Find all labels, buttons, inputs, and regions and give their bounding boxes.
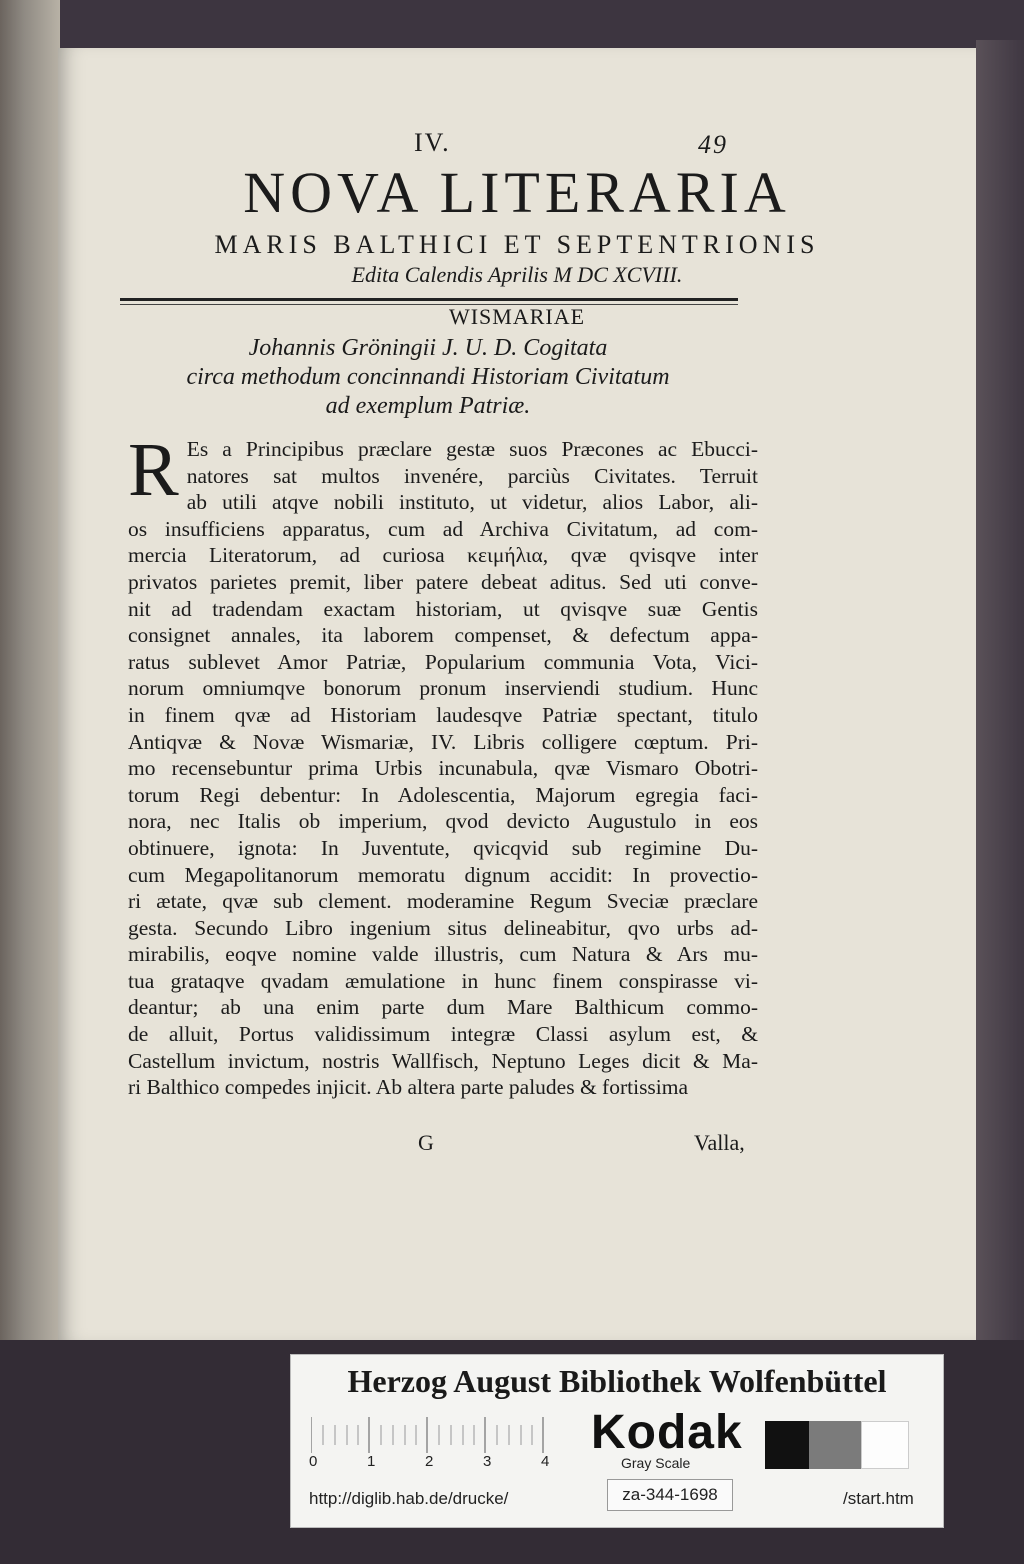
body-line: nora, nec Italis ob imperium, qvod devicto Augustulo in eos bbox=[128, 809, 758, 834]
book-page bbox=[58, 48, 976, 1340]
page-header bbox=[58, 128, 976, 288]
library-url: http://diglib.hab.de/drucke/ bbox=[309, 1489, 509, 1508]
gray-swatch-white bbox=[861, 1421, 909, 1469]
body-line: tua grataqve qvadam æmulatione in hunc finem conspirasse vi- bbox=[128, 968, 758, 993]
body-line: Es a Principibus præclare gestæ suos Præcones ac Ebucci- bbox=[186, 437, 758, 461]
signature-mark: G bbox=[418, 1130, 434, 1155]
body-line: Castellum invictum, nostris Wallfisch, Neptuno Leges dicit & Ma- bbox=[128, 1048, 758, 1073]
article-title-line: Johannis Gröningii J. U. D. Cogitata bbox=[248, 335, 608, 361]
body-line: consignet annales, ita laborem compenset, & defectum appa- bbox=[128, 623, 758, 648]
drop-cap: R bbox=[128, 428, 179, 512]
body-line: ri ætate, qvæ sub clement. moderamine Regum Sveciæ præclare bbox=[128, 889, 758, 914]
place-name: WISMARIAE bbox=[448, 304, 586, 329]
ruler-label: 4 bbox=[541, 1453, 550, 1470]
body-line: ri Balthico compedes injicit. Ab altera parte paludes & fortissima bbox=[128, 1075, 689, 1100]
page-number: 49 bbox=[698, 130, 728, 159]
body-line: natores sat multos invenére, parciùs Civitates. Terruit bbox=[186, 463, 758, 488]
body-line: obtinuere, ignota: In Juventute, qvicqvid sub regimine Du- bbox=[128, 835, 758, 860]
article-title-line: circa methodum concinnandi Historiam Civitatum bbox=[186, 364, 670, 390]
body-line: cum Megapolitanorum memoratu dignum accidit: In provectio- bbox=[128, 862, 758, 887]
gray-swatch-mid bbox=[809, 1421, 861, 1469]
library-name: Herzog August Bibliothek Wolfenbüttel bbox=[347, 1363, 887, 1399]
body-line: nit ad tradendam exactam historiam, ut qvisqve suæ Gentis bbox=[128, 596, 758, 621]
body-line: de alluit, Portus validissimum integræ Classi asylum est, & bbox=[128, 1022, 758, 1047]
body-line: os insufficiens apparatus, cum ad Archiva Civitatum, ad com- bbox=[128, 516, 758, 541]
body-line: Antiqvæ & Novæ Wismariæ, IV. Libris colligere cœptum. Pri- bbox=[128, 729, 758, 754]
page-subtitle: MARIS BALTHICI ET SEPTENTRIONIS bbox=[214, 230, 820, 259]
article-title bbox=[148, 334, 708, 421]
body-line: norum omniumqve bonorum pronum inserviendi studium. Hunc bbox=[128, 676, 758, 701]
body-line: mercia Literatorum, ad curiosa κειμήλια, qvæ qvisqve inter bbox=[128, 543, 758, 568]
body-line: ab utili atqve nobili instituto, ut videtur, alios Labor, ali- bbox=[186, 490, 758, 515]
gray-swatch-black bbox=[765, 1421, 809, 1469]
catchword: Valla, bbox=[694, 1130, 745, 1155]
library-card bbox=[290, 1354, 944, 1528]
kodak-logo: Kodak bbox=[591, 1406, 743, 1459]
section-numeral: IV. bbox=[414, 128, 451, 157]
title-rule bbox=[120, 298, 738, 301]
ruler-scale bbox=[311, 1415, 571, 1455]
ruler-label: 2 bbox=[425, 1453, 434, 1470]
edition-line: Edita Calendis Aprilis M DC XCVIII. bbox=[351, 262, 683, 287]
ruler-label: 3 bbox=[483, 1453, 492, 1470]
book-left-edge bbox=[0, 0, 60, 1340]
body-line: privatos parietes premit, liber patere debeat aditus. Sed uti conve- bbox=[128, 569, 758, 594]
body-line: ratus sublevet Amor Patriæ, Popularium communia Vota, Vici- bbox=[128, 649, 758, 674]
ruler-labels bbox=[307, 1453, 577, 1473]
book-right-edge bbox=[976, 40, 1024, 1340]
body-line: deantur; ab una enim parte dum Mare Balthicum commo- bbox=[128, 995, 758, 1020]
gray-scale-label: Gray Scale bbox=[621, 1455, 691, 1471]
ruler-label: 1 bbox=[367, 1453, 376, 1470]
body-line: torum Regi debentur: In Adolescentia, Majorum egregia faci- bbox=[128, 782, 758, 807]
body-lines bbox=[128, 428, 758, 1101]
body-line: in finem qvæ ad Historiam laudesqve Patriæ spectant, titulo bbox=[128, 702, 758, 727]
body-line: gesta. Secundo Libro ingenium situs delineabitur, qvo urbs ad- bbox=[128, 915, 758, 940]
article-title-line: ad exemplum Patriæ. bbox=[325, 393, 531, 419]
start-page-link: /start.htm bbox=[843, 1489, 914, 1508]
shelfmark-code: za-344-1698 bbox=[607, 1479, 733, 1511]
ruler-label: 0 bbox=[309, 1453, 318, 1470]
page-title: NOVA LITERARIA bbox=[243, 160, 791, 225]
body-line: mirabilis, eoqve nomine valde illustris, cum Natura & Ars mu- bbox=[128, 942, 758, 967]
body-line: mo recensebuntur prima Urbis incunabula, qvæ Vismaro Obotri- bbox=[128, 756, 758, 781]
article-body bbox=[128, 428, 758, 1101]
